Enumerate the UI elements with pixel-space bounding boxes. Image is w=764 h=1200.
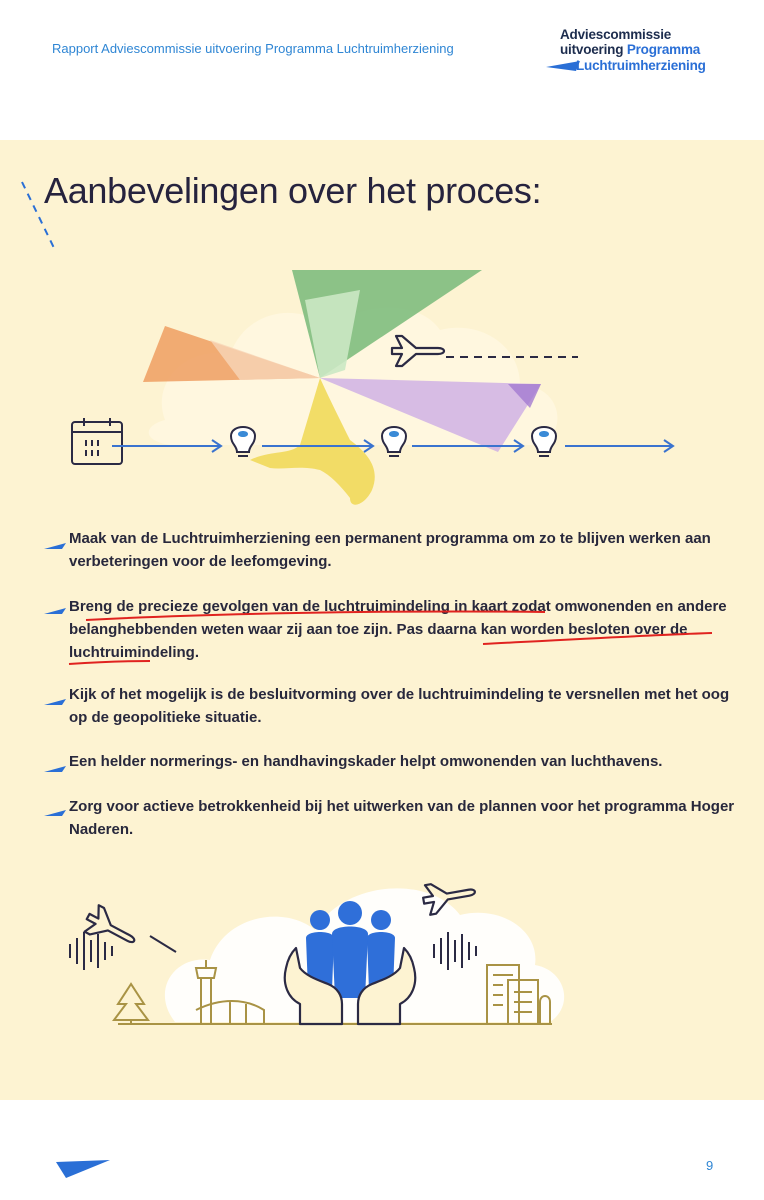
report-title: Rapport Adviescommissie uitvoering Programma Luchtruimherziening: [52, 41, 454, 56]
logo-line-2a: uitvoering: [560, 42, 624, 57]
recommendation-item: Maak van de Luchtruimherziening een permanent programma om zo te blijven werken aan verbeteringen voor de leefomgeving.: [69, 530, 711, 570]
bullet-mark-icon: [44, 606, 66, 616]
recommendation-item: Een helder normerings- en handhavingskader helpt omwonenden van luchthavens.: [69, 753, 663, 770]
logo-line-2: [560, 42, 700, 57]
bullet-mark-icon: [44, 764, 66, 774]
page-header: [0, 0, 764, 140]
bullet-mark-icon: [44, 541, 66, 551]
page-number: 9: [706, 1158, 714, 1173]
bullet-mark-icon: [44, 697, 66, 707]
logo-line-1: Adviescommissie: [560, 27, 672, 42]
logo-line-3: Luchtruimherziening: [576, 58, 706, 73]
recommendation-item: Zorg voor actieve betrokkenheid bij het uitwerken van de plannen voor het programma Hoger Naderen.: [69, 798, 735, 838]
logo-swoosh-icon: [546, 57, 580, 75]
page-heading: Aanbevelingen over het proces:: [44, 170, 542, 211]
commission-logo: [546, 27, 726, 83]
footer-swoosh-icon: [56, 1158, 112, 1180]
recommendation-item: Kijk of het mogelijk is de besluitvorming over de luchtruimindeling te versnellen met het oog op de geopolitieke situatie.: [69, 686, 730, 726]
logo-line-2b: Programma: [626, 42, 701, 57]
bullet-mark-icon: [44, 808, 66, 818]
recommendation-item: Breng de precieze gevolgen van de luchtruimindeling in kaart zodat omwonenden en andere belanghebbenden weten waar zij aan toe zijn. Pas daarna kan worden besloten over de luchtruimindeling.: [69, 598, 727, 661]
